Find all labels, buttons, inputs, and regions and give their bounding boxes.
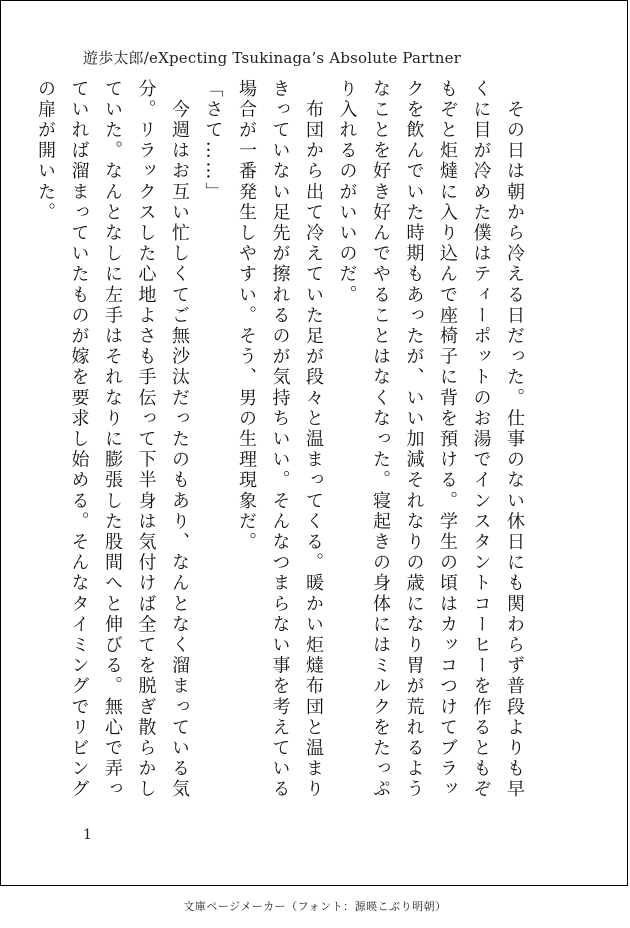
paragraph: 「さて……」: [202, 79, 224, 203]
paragraph: その日は朝から冷える日だった。仕事のない休日にも関わらず普段よりも早くに目が冷めた僕はティーポットのお湯でインスタントコーヒーを作るともぞもぞと炬燵に入り込んで座椅子に背を預ける。学生の頃はカッコつけてブラックを飲んでいた時期もあったが、いい加減それなりの歳になり胃が荒れるようなことを好き好んでやることはなくなった。寝起きの身体にはミルクをたっぷり入れるのがいいのだ。: [336, 79, 525, 800]
paragraph: 今週はお互い忙しくてご無沙汰だったのもあり、なんとなく溜まっている気分。リラックスした心地よさも手伝って下半身は気付けば全てを脱ぎ散らかしていた。なんとなしに左手はそれなりに膨張した股間へと伸びる。無心で弄っていれば溜まっていたものが嫁を要求し始める。そんなタイミングでリビングの扉が開いた。: [35, 79, 190, 800]
page-number: 1: [83, 827, 92, 843]
body-text: [35, 79, 531, 819]
paragraph: 布団から出て冷えていた足が段々と温まってくる。暖かい炬燵布団と温まりきっていない足先が擦れるのが気持ちいい。そんなつまらない事を考えている場合が一番発生しやすい。そう、男の生理現象だ。: [236, 79, 324, 800]
footer-credit: 文庫ページメーカー（フォント：源暎こぶり明朝）: [183, 900, 447, 913]
page-header-title: 遊歩太郎/eXpecting Tsukinaga’s Absolute Partner: [83, 49, 462, 67]
